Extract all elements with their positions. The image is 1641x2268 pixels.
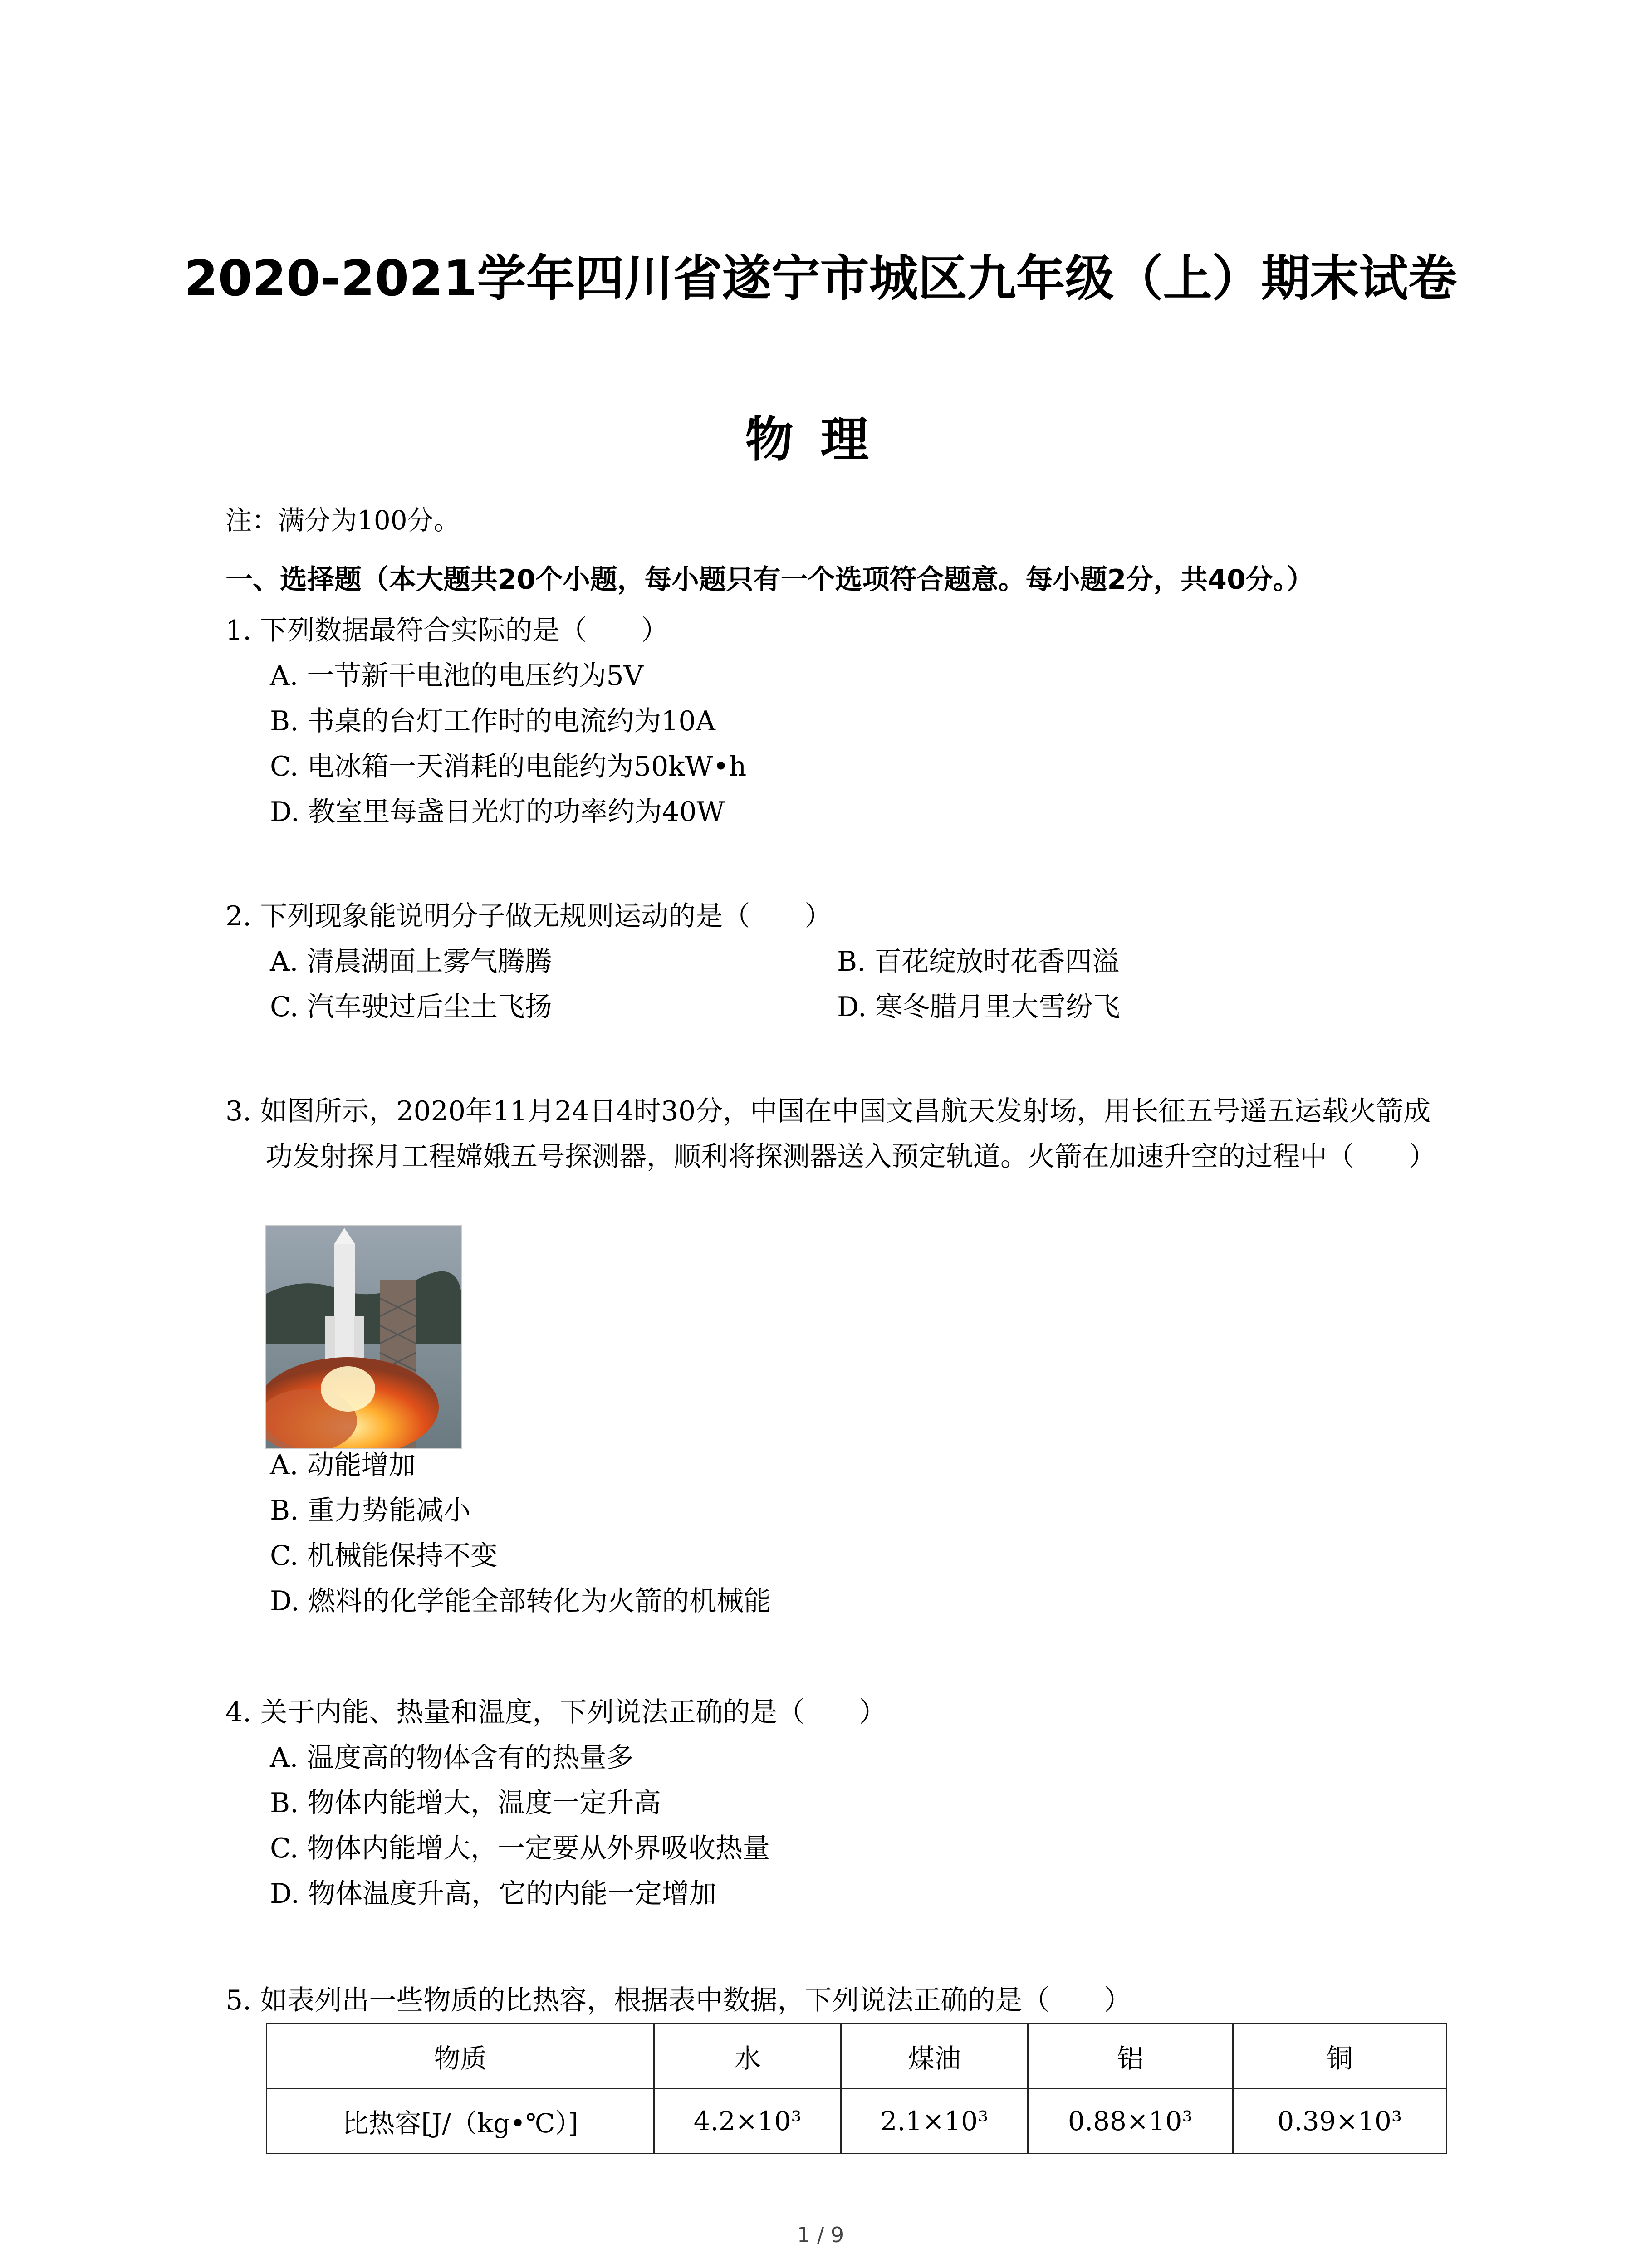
table-cell: 2.1×10³ xyxy=(841,2089,1028,2154)
table-cell: 0.88×10³ xyxy=(1028,2089,1233,2154)
option-b: B. 书桌的台灯工作时的电流约为10A xyxy=(270,705,715,737)
section-heading: 一、选择题（本大题共20个小题，每小题只有一个选项符合题意。每小题2分，共40分。） xyxy=(225,564,1314,596)
option-a: A. 一节新干电池的电压约为5V xyxy=(270,660,643,692)
table-header-row xyxy=(267,2024,1447,2089)
question-stem: 2. 下列现象能说明分子做无规则运动的是（ ） xyxy=(225,900,832,932)
page-number: 1 / 9 xyxy=(797,2223,844,2247)
option-c: C. 物体内能增大，一定要从外界吸收热量 xyxy=(270,1833,770,1864)
option-c: C. 汽车驶过后尘土飞扬 xyxy=(270,991,552,1023)
option-a: A. 温度高的物体含有的热量多 xyxy=(270,1742,634,1774)
option-c: C. 机械能保持不变 xyxy=(270,1540,498,1572)
score-note: 注：满分为100分。 xyxy=(225,505,460,536)
option-d: D. 寒冬腊月里大雪纷飞 xyxy=(837,991,1121,1023)
question-4 xyxy=(225,1690,886,1916)
rocket-launch-image xyxy=(265,1225,462,1449)
specific-heat-table xyxy=(266,2023,1447,2154)
table-cell: 0.39×10³ xyxy=(1233,2089,1446,2154)
table-header-cell: 煤油 xyxy=(841,2024,1028,2089)
option-c: C. 电冰箱一天消耗的电能约为50kW•h xyxy=(270,751,747,782)
option-d: D. 教室里每盏日光灯的功率约为40W xyxy=(270,796,725,828)
option-b: B. 重力势能减小 xyxy=(270,1495,471,1526)
table-header-cell: 物质 xyxy=(267,2024,654,2089)
table-row xyxy=(267,2089,1447,2154)
option-a: A. 清晨湖面上雾气腾腾 xyxy=(270,946,552,978)
subject-heading: 物理 xyxy=(745,412,896,468)
table-header-cell: 铝 xyxy=(1028,2024,1233,2089)
question-3-options xyxy=(225,1442,771,1624)
question-2 xyxy=(225,894,1404,1030)
question-5-stem: 5. 如表列出一些物质的比热容，根据表中数据，下列说法正确的是（ ） xyxy=(225,1984,1132,2016)
question-stem: 1. 下列数据最符合实际的是（ ） xyxy=(225,615,669,646)
option-b: B. 物体内能增大，温度一定升高 xyxy=(270,1787,661,1819)
table-header-cell: 水 xyxy=(654,2024,841,2089)
table-header-cell: 铜 xyxy=(1233,2024,1446,2089)
table-cell: 4.2×10³ xyxy=(654,2089,841,2154)
document-title: 2020-2021学年四川省遂宁市城区九年级（上）期末试卷 xyxy=(184,250,1457,307)
option-a: A. 动能增加 xyxy=(270,1449,416,1481)
question-3-stem: 3. 如图所示，2020年11月24日4时30分，中国在中国文昌航天发射场，用长征五号遥五运载火箭成功发射探月工程嫦娥五号探测器，顺利将探测器送入预定轨道。火箭在加速升空的过程中（ ） xyxy=(225,1095,1436,1173)
option-d: D. 燃料的化学能全部转化为火箭的机械能 xyxy=(270,1585,771,1617)
table-row-label: 比热容[J/（kg•℃）] xyxy=(267,2089,654,2154)
option-b: B. 百花绽放时花香四溢 xyxy=(837,946,1120,978)
option-d: D. 物体温度升高，它的内能一定增加 xyxy=(270,1878,717,1910)
question-1 xyxy=(225,608,746,835)
question-stem: 4. 关于内能、热量和温度，下列说法正确的是（ ） xyxy=(225,1696,887,1728)
